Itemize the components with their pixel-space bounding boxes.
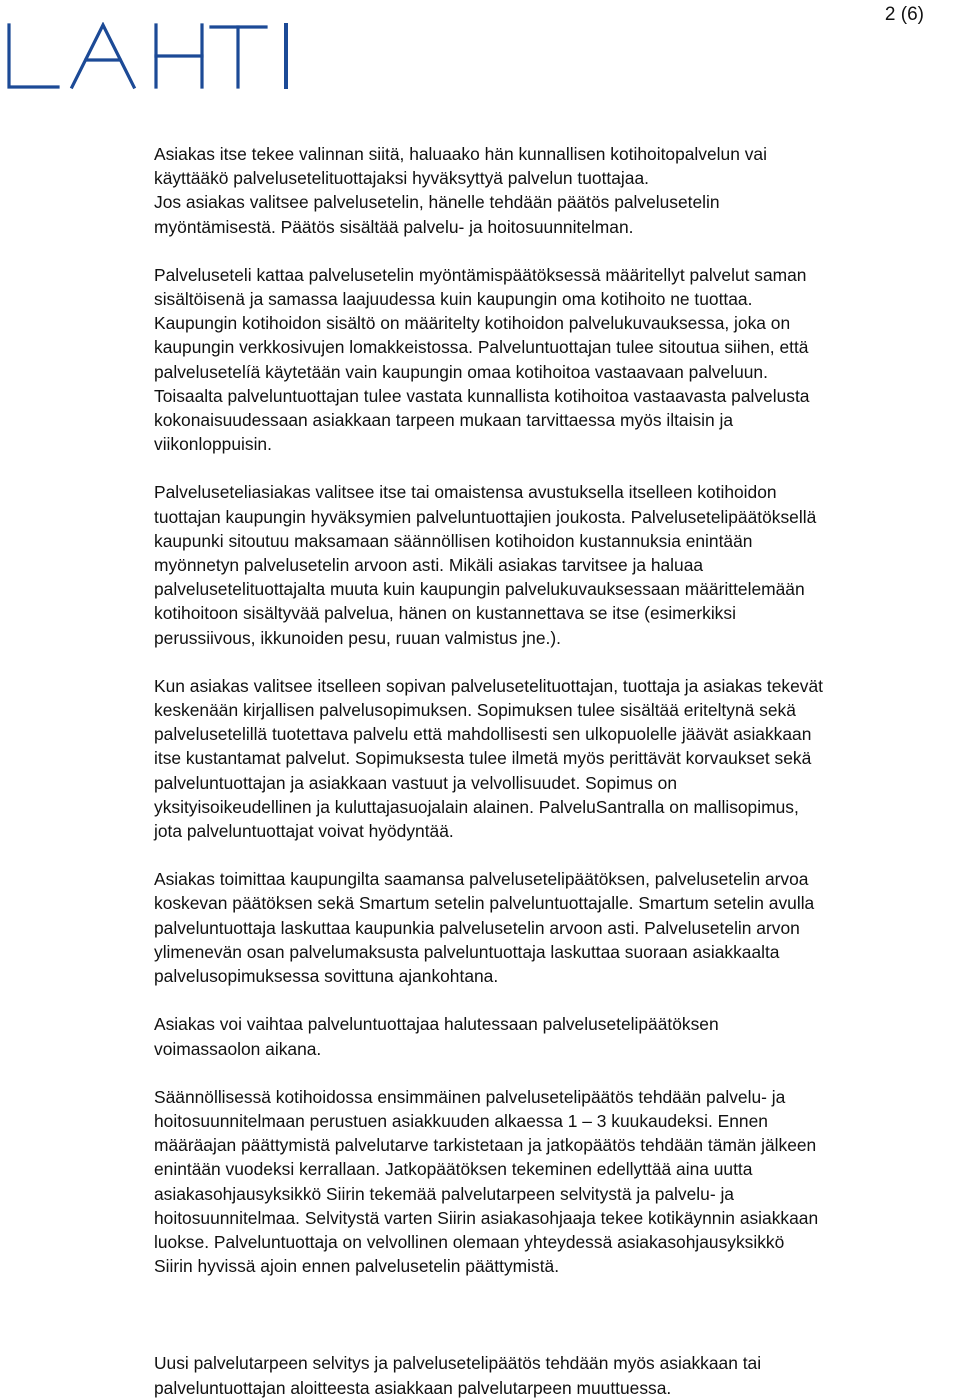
- paragraph-vaihto: Asiakas voi vaihtaa palveluntuottajaa halutessaan palvelusetelipäätöksen voimassaolon aikana.: [154, 1014, 719, 1059]
- paragraph-saannollinen-kotihoito: Säännöllisessä kotihoidossa ensimmäinen palvelusetelipäätös tehdään palvelu- ja hoitosuunnitelmaan perustuen asiakkuuden alkaessa 1 – 3 kuukaudeksi. Ennen määräajan päättymistä palvelutarve tarkistetaan ja jatkopäätös tehdään tämän jälkeen enintään vuodeksi kerrallaan. Jatkopäätöksen tekeminen edellyttää aina uutta asiakasohjausyksikkö Siirin tekemää palvelutarpeen selvitystä ja palvelu- ja hoitosuunnitelmaa. Selvitystä varten Siirin asiakasohjaaja tekee kotikäynnin asiakkaan luokse. Palveluntuottaja on velvollinen olemaan yhteydessä asiakasohjausyksikkö Siirin hyvissä ajoin ennen palvelusetelin päättymistä.: [154, 1086, 819, 1277]
- paragraph-tuottajan-valinta: Palveluseteliasiakas valitsee itse tai omaistensa avustuksella itselleen kotihoidon tuottajan kaupungin hyväksymien palveluntuottajien joukosta. Palvelusetelipäätöksellä kaupunki sitoutuu maksamaan säännöllisen kotihoidon kustannuksia enintään myönnetyn palvelusetelin arvoon asti. Mikäli asiakas tarvitsee ja haluaa palvelusetelituottajalta muuta kuin kaupungin palvelukuvauksessaan määrittelemään kotihoitoon sisältyvää palvelua, hänen on kustannettava se itse (esimerkiksi perussiivous, ikkunoiden pesu, ruuan valmistus jne.).: [154, 482, 817, 648]
- paragraph-valinta: Asiakas itse tekee valinnan siitä, haluaako hän kunnallisen kotihoitopalvelun vai käyttääkö palvelusetelituottajaksi hyväksyttyä palvelun tuottajaa. Jos asiakas valitsee palvelusetelin, hänelle tehdään päätös palvelusetelin myöntämisestä. Päätös sisältää palvelu- ja hoitosuunnitelman.: [154, 144, 767, 237]
- document-body: [154, 142, 960, 1400]
- paragraph-palvelusopimus: Kun asiakas valitsee itselleen sopivan palvelusetelituottajan, tuottaja ja asiakas tekevät keskenään kirjallisen palvelusopimuksen. Sopimuksen tulee sisältää eriteltynä sekä palvelusetelillä tuotettava palvelu että mahdollisesti sen ulkopuolelle jäävät asiakkaan itse kustantamat palvelut. Sopimuksesta tulee ilmetä myös perittävät korvaukset sekä palveluntuottajan ja asiakkaan vastuut ja velvollisuudet. Sopimus on yksityisoikeudellinen ja kuluttajasuojalain alainen. PalveluSantralla on mallisopimus, jota palveluntuottajat voivat hyödyntää.: [154, 675, 823, 842]
- paragraph-uusi-selvitys: Uusi palvelutarpeen selvitys ja palvelusetelipäätös tehdään myös asiakkaan tai palveluntuottajan aloitteesta asiakkaan palvelutarpeen muuttuessa.: [154, 1353, 762, 1398]
- paragraph-kattavuus: Palveluseteli kattaa palvelusetelin myöntämispäätöksessä määritellyt palvelut saman sisältöisenä ja samassa laajuudessa kuin kaupungin oma kotihoito ne tuottaa. Kaupungin kotihoidon sisältö on määritelty kotihoidon palvelukuvauksessa, joka on kaupungin verkkosivujen lomakkeistossa. Palveluntuottajan tulee sitoutua siihen, että palvelusetelíä käytetään vain kaupungin omaa kotihoitoa vastaavaan palveluun. Toisaalta palveluntuottajan tulee vastata kunnallista kotihoitoa vastaavasta palvelusta kokonaisuudessaan asiakkaan tarpeen mukaan tarvittaessa myös iltaisin ja viikonloppuisin.: [154, 264, 810, 455]
- paragraph-laskutus: Asiakas toimittaa kaupungilta saamansa palvelusetelipäätöksen, palvelusetelin arvoa koskevan päätöksen sekä Smartum setelin palveluntuottajalle. Smartum setelin avulla palveluntuottaja laskuttaa kaupunkia palvelusetelin arvoon asti. Palvelusetelin arvon ylimenevän osan palvelumaksusta palveluntuottaja laskuttaa suoraan asiakkaalta palvelusopimuksessa sovittuna ajankohtana.: [154, 869, 815, 987]
- page-number: 2 (6): [884, 4, 924, 25]
- lahti-logo: [6, 22, 296, 90]
